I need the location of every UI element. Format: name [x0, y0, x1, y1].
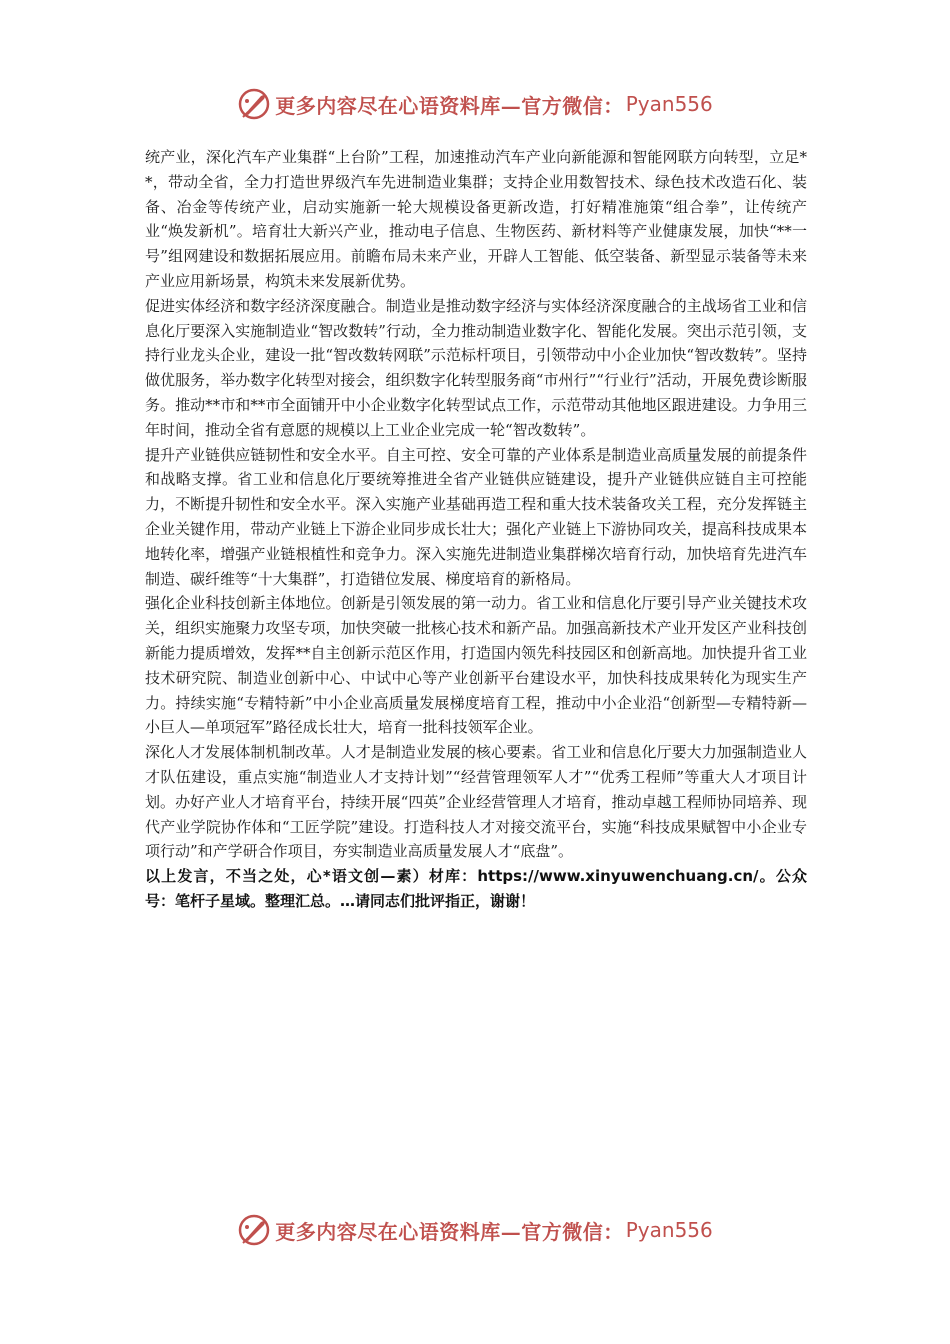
paragraph-1: 统产业，深化汽车产业集群“上台阶”工程，加速推动汽车产业向新能源和智能网联方向转型，立足**，带动全省，全力打造世界级汽车先进制造业集群；支持企业用数智技术、绿色技术改造石化、装备、冶金等传统产业，启动实施新一轮大规模设备更新改造，打好精准施策“组合拳”，让传统产业“焕发新机”。培育壮大新兴产业，推动电子信息、生物医药、新材料等产业健康发展，加快“**一号”组网建设和数据拓展应用。前瞻布局未来产业，开辟人工智能、低空装备、新型显示装备等未来产业应用新场景，构筑未来发展新优势。 [145, 148, 807, 290]
banner-wechat-id: Pyan556 [625, 92, 713, 116]
banner-text: 更多内容尽在心语资料库—官方微信： [275, 93, 624, 118]
paragraph-4: 强化企业科技创新主体地位。创新是引领发展的第一动力。省工业和信息化厅要引导产业关键技术攻关，组织实施聚力攻坚专项，加快突破一批核心技术和新产品。加强高新技术产业开发区产业科技创新能力提质增效，发挥**自主创新示范区作用，打造国内领先科技园区和创新高地。加快提升省工业技术研究院、制造业创新中心、中试中心等产业创新平台建设水平，加快科技成果转化为现实生产力。持续实施“专精特新”中小企业高质量发展梯度培育工程，推动中小企业沿“创新型—专精特新—小巨人—单项冠军”路径成长壮大，培育一批科技领军企业。 [145, 594, 807, 737]
banner-text: 更多内容尽在心语资料库—官方微信： [275, 1219, 624, 1244]
paragraph-2: 促进实体经济和数字经济深度融合。制造业是推动数字经济与实体经济深度融合的主战场省工业和信息化厅要深入实施制造业“智改数转”行动，全力推动制造业数字化、智能化发展。突出示范引领，支持行业龙头企业，建设一批“智改数转网联”示范标杆项目，引领带动中小企业加快“智改数转”。坚持做优服务，举办数字化转型对接会，组织数字化转型服务商“市州行”“行业行”活动，开展免费诊断服务。推动**市和**市全面铺开中小企业数字化转型试点工作，示范带动其他地区跟进建设。力争用三年时间，推动全省有意愿的规模以上工业企业完成一轮“智改数转”。 [145, 296, 807, 439]
quill-logo-icon [237, 1213, 271, 1247]
paragraph-5: 深化人才发展体制机制改革。人才是制造业发展的核心要素。省工业和信息化厅要大力加强制造业人才队伍建设，重点实施“制造业人才支持计划”“经营管理领军人才”“优秀工程师”等重大人才项目计划。办好产业人才培育平台，持续开展“四英”企业经营管理人才培育，推动卓越工程师协同培养、现代产业学院协作体和“工匠学院”建设。打造科技人才对接交流平台，实施“科技成果赋智中小企业专项行动”和产学研合作项目，夯实制造业高质量发展人才“底盘”。 [145, 743, 807, 861]
closing-note: 以上发言，不当之处，心*语文创—素）材库：https://www.xinyuwenchuang.cn/。公众号：笔杆子星域。整理汇总。…请同志们批评指正，谢谢！ [145, 867, 807, 910]
document-body [145, 145, 807, 914]
paragraph-3: 提升产业链供应链韧性和安全水平。自主可控、安全可靠的产业体系是制造业高质量发展的前提条件和战略支撑。省工业和信息化厅要统筹推进全省产业链供应链建设，提升产业链供应链自主可控能力，不断提升韧性和安全水平。深入实施产业基础再造工程和重大技术装备攻关工程，充分发挥链主企业关键作用，带动产业链上下游企业同步成长壮大；强化产业链上下游协同攻关，提高科技成果本地转化率，增强产业链根植性和竞争力。深入实施先进制造业集群梯次培育行动，加快培育先进汽车制造、碳纤维等“十大集群”，打造错位发展、梯度培育的新格局。 [145, 445, 807, 588]
quill-logo-icon [237, 87, 271, 121]
footer-banner [0, 1210, 950, 1250]
header-banner [0, 84, 950, 124]
banner-wechat-id: Pyan556 [625, 1218, 713, 1242]
